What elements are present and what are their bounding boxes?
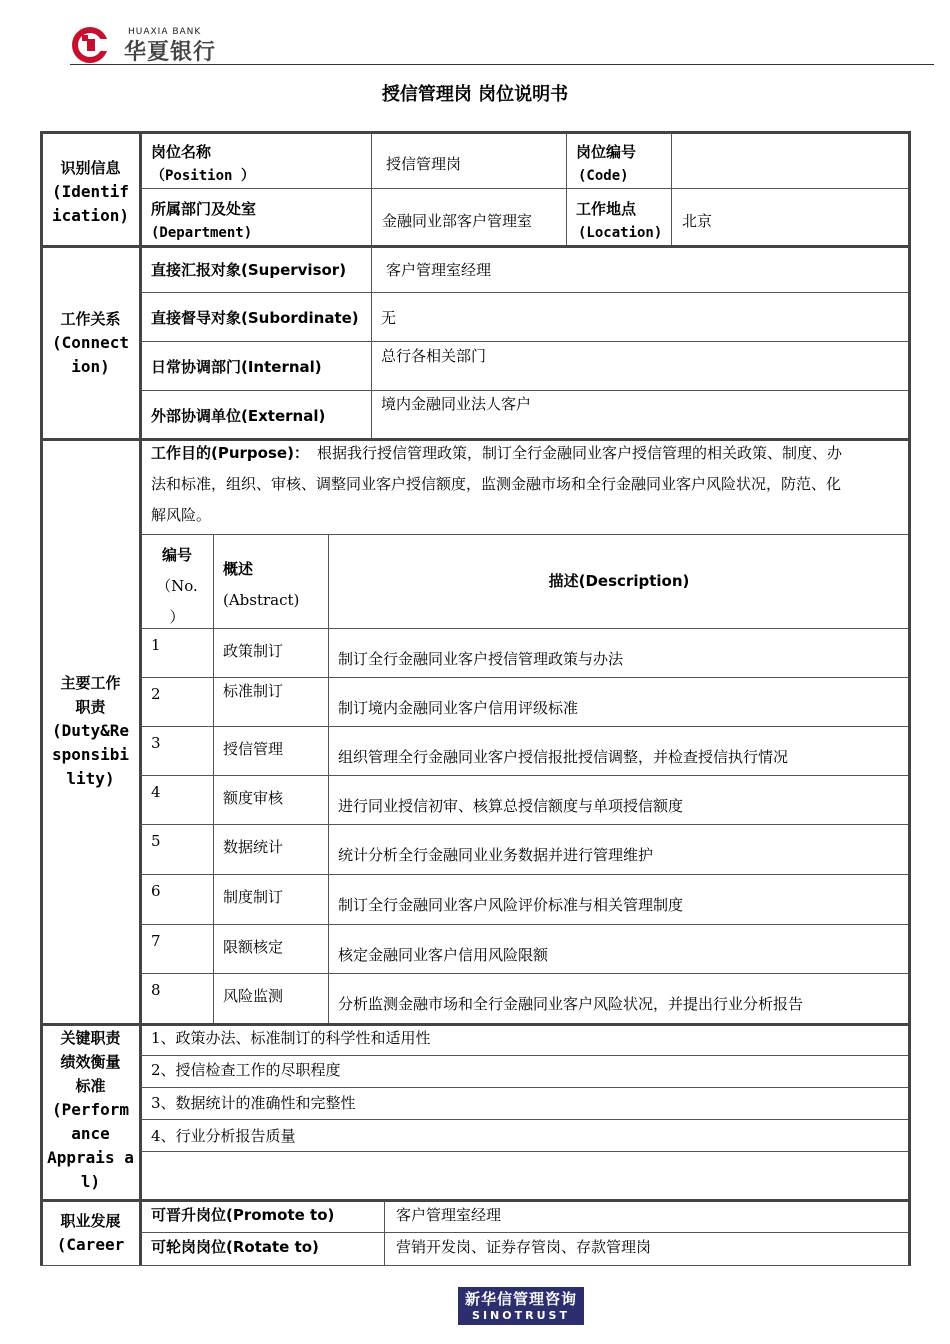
appraisal-item: 4、行业分析报告质量 <box>151 1127 296 1145</box>
position-value: 授信管理岗 <box>386 155 462 173</box>
appraisal-item: 2、授信检查工作的尽职程度 <box>151 1061 341 1079</box>
duty-item-description: 制订全行金融同业客户风险评价标准与相关管理制度 <box>338 896 684 914</box>
department-label-en: (Department) <box>151 225 253 241</box>
brand-name-cn: 华夏银行 <box>124 40 217 65</box>
duty-item-abstract: 标准制订 <box>223 682 284 700</box>
appraisal-item: 1、政策办法、标准制订的科学性和适用性 <box>151 1029 431 1047</box>
duty-item-number: 3 <box>151 734 161 752</box>
duty-item-number: 6 <box>151 882 161 900</box>
duty-item-abstract: 数据统计 <box>223 838 284 856</box>
section-identification-label: 识别信息 (Identif ication) <box>51 159 130 225</box>
purpose-paragraph: 工作目的(Purpose)： 根据我行授信管理政策，制订全行金融同业客户授信管理的相关政策、制度、办 法和标准，组织、审核、调整同业客户授信额度，监测金融市场和全行金融同业客户风险状况，防范、化 解风险。 <box>151 444 842 524</box>
relation-row-label: 外部协调单位(External) <box>151 407 326 425</box>
section-duties-label: 主要工作 职责 (Duty&Re sponsibi lity) <box>51 674 130 788</box>
duty-item-description: 进行同业授信初审、核算总授信额度与单项授信额度 <box>338 797 684 815</box>
column-header-no: 编号 （No. ） <box>156 546 198 626</box>
relation-row-label: 日常协调部门(Internal) <box>151 358 322 376</box>
duty-item-number: 5 <box>151 832 161 850</box>
relation-row-value: 无 <box>381 309 397 327</box>
duty-item-number: 2 <box>151 685 161 703</box>
duty-item-description: 分析监测金融市场和全行金融同业客户风险状况，并提出行业分析报告 <box>338 995 804 1013</box>
duty-item-description: 核定金融同业客户信用风险限额 <box>338 946 549 964</box>
promote-value: 客户管理室经理 <box>396 1206 502 1224</box>
relation-row-value: 境内金融同业法人客户 <box>381 395 532 413</box>
relation-row-value: 总行各相关部门 <box>381 347 487 365</box>
duty-item-abstract: 额度审核 <box>223 789 284 807</box>
promote-label: 可晋升岗位(Promote to) <box>151 1206 335 1224</box>
location-label: 工作地点 <box>576 200 637 218</box>
department-value: 金融同业部客户管理室 <box>382 212 533 230</box>
duty-item-number: 4 <box>151 783 161 801</box>
column-header-description: 描述(Description) <box>548 572 690 590</box>
purpose-label: 工作目的(Purpose)： <box>151 444 309 462</box>
rotate-value: 营销开发岗、证券存管岗、存款管理岗 <box>396 1238 652 1256</box>
duty-item-abstract: 风险监测 <box>223 987 284 1005</box>
code-label: 岗位编号 <box>576 143 637 161</box>
brand-name-en: HUAXIA BANK <box>128 27 202 37</box>
section-appraisal-label: 关键职责 绩效衡量 标准 (Perform ance Apprais a l) <box>47 1029 134 1191</box>
header-divider <box>70 64 934 65</box>
position-label-en: （Position ） <box>151 168 255 184</box>
duty-item-abstract: 授信管理 <box>223 740 284 758</box>
duty-item-number: 8 <box>151 981 161 999</box>
code-label-en: (Code) <box>578 168 629 184</box>
appraisal-item: 3、数据统计的准确性和完整性 <box>151 1094 356 1112</box>
duty-item-abstract: 限额核定 <box>223 938 284 956</box>
relation-row-label: 直接汇报对象(Supervisor) <box>151 261 347 279</box>
duty-item-description: 制订境内金融同业客户信用评级标准 <box>338 699 579 717</box>
section-relations-label: 工作关系 (Connect ion) <box>51 310 130 376</box>
duty-item-abstract: 制度制订 <box>223 888 284 906</box>
relation-row-value: 客户管理室经理 <box>386 261 492 279</box>
relation-row-label: 直接督导对象(Subordinate) <box>151 309 359 327</box>
location-label-en: (Location) <box>578 225 663 241</box>
duty-item-number: 7 <box>151 932 161 950</box>
sinotrust-logo: 新华信管理咨询 SINOTRUST <box>458 1287 584 1325</box>
rotate-label: 可轮岗岗位(Rotate to) <box>151 1238 319 1256</box>
column-header-abstract: 概述 (Abstract) <box>223 560 300 609</box>
department-label: 所属部门及处室 <box>151 200 257 218</box>
duty-item-description: 制订全行金融同业客户授信管理政策与办法 <box>338 650 624 668</box>
duty-item-description: 统计分析全行金融同业业务数据并进行管理维护 <box>338 846 654 864</box>
duty-item-description: 组织管理全行金融同业客户授信报批授信调整，并检查授信执行情况 <box>338 748 789 766</box>
huaxia-logo-icon <box>72 27 108 63</box>
section-career-label: 职业发展 (Career <box>56 1212 125 1254</box>
position-label: 岗位名称 <box>151 143 212 161</box>
duty-item-abstract: 政策制订 <box>223 642 284 660</box>
duty-item-number: 1 <box>151 636 161 654</box>
location-value: 北京 <box>682 212 713 230</box>
document-title: 授信管理岗 岗位说明书 <box>381 84 569 105</box>
